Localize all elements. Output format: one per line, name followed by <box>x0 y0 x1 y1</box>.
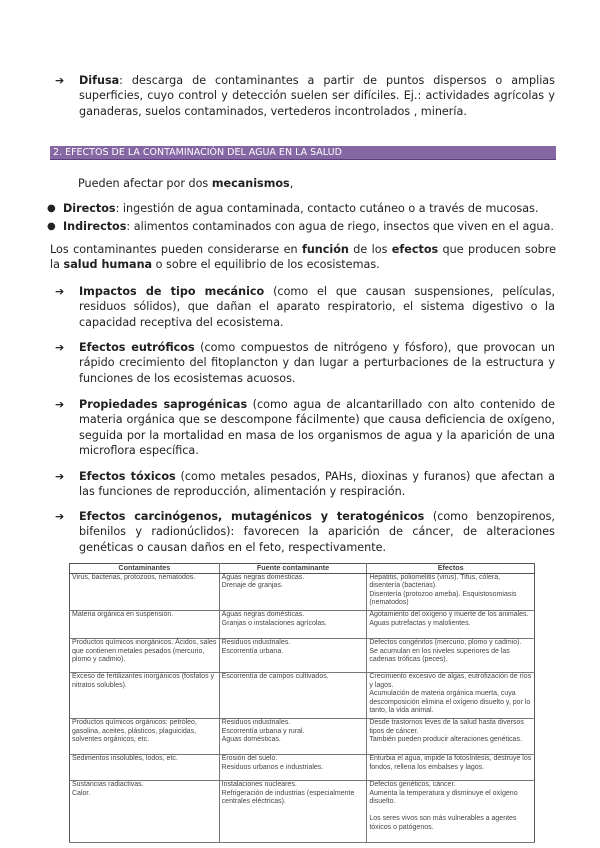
effect-item-saprogenicas <box>55 397 555 459</box>
mechanism-term: Indirectos <box>63 220 127 233</box>
functions-paragraph <box>50 242 556 273</box>
health-term: salud humana <box>63 258 153 272</box>
arrow-icon: ➔ <box>55 341 65 354</box>
table-cell: Materia orgánica en suspensión. <box>70 610 220 638</box>
functions-term: función <box>301 243 349 256</box>
effect-text: (como compuestos de nitrógeno y fósforo), que provocan un rápido crecimiento del fitoplancton y dan lugar a perturbaciones de la estructura y funciones de los ecosistemas acuosos. <box>79 341 555 385</box>
difusa-text: : descarga de contaminantes a partir de puntos dispersos o amplias superficies, cuyo control y detección suelen ser difíciles. Ej.: actividades agrícolas y ganaderas, suelos contaminados, vertederos incontrolados , minería. <box>79 74 555 118</box>
functions-text: de los <box>348 243 392 256</box>
table-cell: Aguas negras domésticas. Drenaje de granjas. <box>219 573 367 610</box>
mechanism-text: : alimentos contaminados con agua de riego, insectos que viven en el agua. <box>126 220 554 233</box>
table-cell: Agotamiento del oxígeno y muerte de los animales. Aguas putrefactas y malolientes. <box>367 610 535 638</box>
table-cell: Residuos industriales. Escorrentía urbana y rural. Aguas domésticas. <box>219 718 367 754</box>
effect-text: (como el que causan suspensiones, películas, residuos sólidos), que dañan el aparato respiratorio, el sistema digestivo o la capacidad receptiva del ecosistema. <box>79 285 556 329</box>
table-cell: Crecimiento excesivo de algas, eutrofización de ríos y lagos. Acumulación de materia orgánica muerta, cuya descomposición elimina el oxígeno disuelto y, por lo tanto, la vida animal. <box>367 672 535 718</box>
effect-term: Efectos eutróficos <box>79 341 195 354</box>
contaminants-table <box>69 563 535 843</box>
mechanisms-intro-after: , <box>289 177 294 190</box>
arrow-icon: ➔ <box>55 285 65 298</box>
mechanism-item-indirectos <box>47 219 557 234</box>
table-cell: Exceso de fertilizantes inorgánicos (fosfatos y nitratos solubles). <box>70 672 220 718</box>
table-cell: Defectos genéticos, cáncer. Aumenta la temperatura y disminuye el oxígeno disuelto. Los seres vivos son más vulnerables a agentes tóxicos o patógenos. <box>367 780 535 842</box>
effects-term: efectos <box>391 243 439 256</box>
table-header: Efectos <box>367 564 535 574</box>
bullet-icon: ● <box>47 203 56 214</box>
table-cell: Instalaciones nucleares. Refrigeración de industrias (especialmente centrales eléctricas). <box>219 780 367 842</box>
table-row <box>70 573 535 610</box>
effect-item-eutroficos <box>55 340 555 386</box>
effect-item-carcinogenos <box>55 509 555 555</box>
table-cell: Sustancias radiactivas. Calor. <box>70 780 220 842</box>
table-header-row <box>70 564 535 574</box>
table-header: Contaminantes <box>70 564 220 574</box>
effect-item-toxicos <box>55 469 555 500</box>
bullet-icon: ● <box>47 221 56 232</box>
table-row <box>70 672 535 718</box>
table-cell: Defectos congénitos (mercurio, plomo y cadmio). Se acumulan en los niveles superiores de las cadenas tróficas (peces). <box>367 638 535 672</box>
difusa-item <box>55 73 555 119</box>
arrow-icon: ➔ <box>55 398 65 411</box>
functions-text: Los contaminantes pueden considerarse en <box>50 243 302 256</box>
arrow-icon: ➔ <box>55 74 65 87</box>
table-cell: Erosión del suelo. Residuos urbanos e industriales. <box>219 754 367 780</box>
table-cell: Virus, bacterias, protozoos, nematodos. <box>70 573 220 610</box>
effect-term: Efectos tóxicos <box>79 470 176 483</box>
section-header: 2. EFECTOS DE LA CONTAMINACIÓN DEL AGUA EN LA SALUD <box>50 146 556 160</box>
table-cell: Productos químicos orgánicos: petróleo, gasolina, aceites, plásticos, plaguicidas, solventes orgánicos, etc. <box>70 718 220 754</box>
table-cell: Residuos industriales. Escorrentía urbana. <box>219 638 367 672</box>
mechanism-term: Directos <box>63 202 116 215</box>
table-cell: Escorrentía de campos cultivados. <box>219 672 367 718</box>
table-cell: Aguas negras domésticas. Granjas o instalaciones agrícolas. <box>219 610 367 638</box>
table-row <box>70 638 535 672</box>
functions-text: que producen sobre la <box>50 243 557 272</box>
table-row <box>70 610 535 638</box>
effect-text: (como metales pesados, PAHs, dioxinas y furanos) que afectan a las funciones de reproducción, alimentación y respiración. <box>79 470 555 499</box>
effect-item-mecanico <box>55 284 555 330</box>
effect-term: Efectos carcinógenos, mutagénicos y teratogénicos <box>79 510 425 523</box>
difusa-term: Difusa <box>79 74 120 87</box>
effect-text: (como benzopirenos, bifenilos y radionúclidos): favorecen la aparición de cáncer, de alteraciones genéticas o causan daños en el feto, respectivamente. <box>79 510 555 554</box>
mechanism-item-directos <box>47 201 557 216</box>
table-row <box>70 718 535 754</box>
functions-text: o sobre el equilibrio de los ecosistemas. <box>152 258 380 272</box>
effect-term: Propiedades saprogénicas <box>79 398 248 411</box>
table-cell: Enturbia el agua, impide la fotosíntesis, destruye los fondos, rellena los embalses y lagos. <box>367 754 535 780</box>
arrow-icon: ➔ <box>55 510 65 523</box>
table-header: Fuente contaminante <box>219 564 367 574</box>
table-cell: Hepatitis, poliomelitis (virus). Tifus, cólera, disentería (bacterias). Disentería (protozoo ameba). Esquistosomiasis (nematodos) <box>367 573 535 610</box>
mechanism-text: : ingestión de agua contaminada, contacto cutáneo o a través de mucosas. <box>115 202 539 215</box>
table-cell: Productos químicos inorgánicos. Ácidos, sales que contienen metales pesados (mercurio, plomo y cadmio). <box>70 638 220 672</box>
mechanisms-term: mecanismos <box>211 177 290 190</box>
mechanisms-intro <box>78 176 556 191</box>
mechanisms-intro-before: Pueden afectar por dos <box>78 177 212 190</box>
effect-text: (como agua de alcantarillado con alto contenido de materia orgánica que se descompone fácilmente) que causa deficiencia de oxígeno, seguida por la mortalidad en masa de los organismos de agua y la aparición de una microflora específica. <box>79 398 555 458</box>
table-row <box>70 780 535 842</box>
table-cell: Desde trastornos leves de la salud hasta diversos tipos de cáncer. También pueden producir alteraciones genéticas. <box>367 718 535 754</box>
arrow-icon: ➔ <box>55 470 65 483</box>
table-row <box>70 754 535 780</box>
table-cell: Sedimentos insolubles, lodos, etc. <box>70 754 220 780</box>
effect-term: Impactos de tipo mecánico <box>79 285 265 298</box>
